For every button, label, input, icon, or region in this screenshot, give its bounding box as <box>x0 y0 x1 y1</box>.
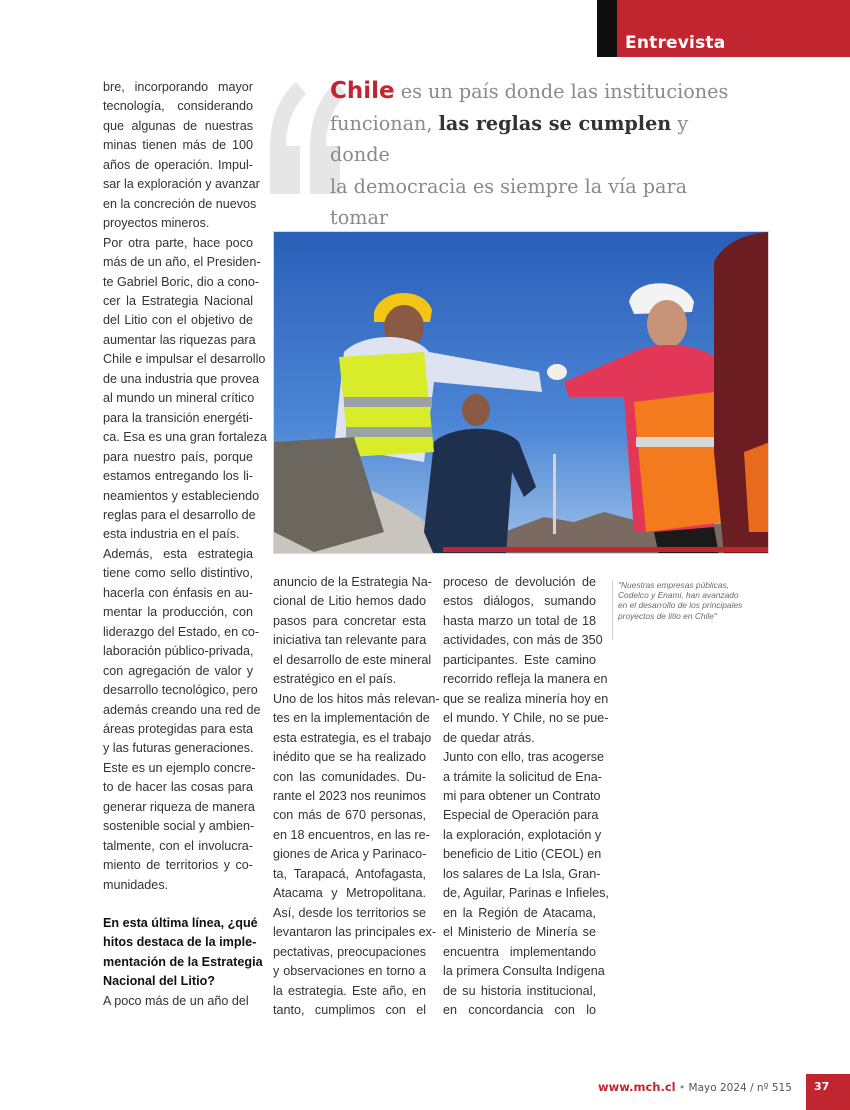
page-footer <box>598 1080 792 1094</box>
text-line: En esta última línea, ¿qué <box>103 916 258 931</box>
article-photo <box>273 231 769 554</box>
pull-quote-emphasis: las reglas se cumplen <box>438 111 672 135</box>
text-line: en concordancia con lo <box>443 1002 596 1017</box>
text-line: hasta marzo un total de 18 <box>443 613 596 628</box>
text-line: esta industria en el país. <box>103 527 240 542</box>
text-line: el desarrollo de este mineral <box>273 652 432 667</box>
text-line: para nuestro país, porque <box>103 449 253 464</box>
text-line: Nacional del Litio? <box>103 974 215 989</box>
text-line: Este es un ejemplo concre- <box>103 760 256 775</box>
text-line: anuncio de la Estrategia Na- <box>273 575 432 589</box>
text-line: ca. Esa es una gran fortaleza <box>103 430 267 445</box>
text-line: que algunas de nuestras <box>103 118 253 133</box>
paragraph-gap <box>103 895 253 914</box>
page-number: 37 <box>814 1080 830 1093</box>
text-line: tanto, cumplimos con el <box>273 1002 426 1017</box>
text-line: del Litio con el objetivo de <box>103 313 253 328</box>
text-line: pasos para concretar esta <box>273 613 426 628</box>
text-line: más de un año, el Presiden- <box>103 255 261 270</box>
issue-info: Mayo 2024 / nº 515 <box>688 1082 792 1094</box>
text-line: que se realiza minería hoy en <box>443 691 609 706</box>
text-line: reglas para el desarrollo de <box>103 507 256 522</box>
text-line: sar la exploración y avanzar <box>103 177 260 192</box>
text-line: proyectos mineros. <box>103 216 210 231</box>
text-line: neamientos y estableciendo <box>103 488 260 503</box>
section-header-tab <box>597 0 850 57</box>
text-line: proceso de devolución de <box>443 575 596 589</box>
text-line: rante el 2023 nos reunimos <box>273 788 426 803</box>
text-line: beneficio de Litio (CEOL) en <box>443 847 602 862</box>
caption-line: en el desarrollo de los principales <box>618 600 743 611</box>
article-column-3 <box>443 573 609 1020</box>
text-line: los salares de La Isla, Gran- <box>443 866 601 881</box>
column-3-body <box>443 573 609 1020</box>
text-line: levantaron las principales ex- <box>273 925 437 940</box>
pull-quote-line-3: la democracia es siempre la vía para tomar <box>330 174 688 229</box>
text-line: Por otra parte, hace poco <box>103 235 253 250</box>
page-number-box <box>806 1074 850 1110</box>
text-line: hitos destaca de la imple- <box>103 935 257 950</box>
text-line: la exploración, explotación y <box>443 827 602 842</box>
text-line: con agregación de valor y <box>103 663 253 678</box>
text-line: mentación de la Estrategia <box>103 954 263 969</box>
column-2-body <box>273 573 440 1020</box>
caption-text <box>618 580 743 621</box>
text-line: Así, desde los territorios se <box>273 905 426 920</box>
pull-quote-text: y donde <box>330 111 689 166</box>
caption-line: proyectos de litio en Chile" <box>618 610 717 621</box>
text-line: actividades, con más de 350 <box>443 633 603 648</box>
photo-accent-bar <box>443 547 768 552</box>
text-line: a trámite la solicitud de Ena- <box>443 769 602 784</box>
text-line: con más de 670 personas, <box>273 808 426 823</box>
text-line: munidades. <box>103 877 169 892</box>
text-line: de su historia institucional, <box>443 983 596 998</box>
article-column-2 <box>273 573 440 1020</box>
text-line: laboración público-privada, <box>103 644 254 659</box>
text-line: tiene como sello distintivo, <box>103 566 253 581</box>
text-line: el Ministerio de Minería se <box>443 925 596 940</box>
pull-quote-line-1 <box>330 76 730 108</box>
text-line: Junto con ello, tras acogerse <box>443 750 605 765</box>
text-line: y observaciones en torno a <box>273 964 426 979</box>
caption-line: "Nuestras empresas públicas, <box>618 580 729 590</box>
text-line: áreas protegidas para esta <box>103 721 253 736</box>
text-line: giones de Arica y Parinaco- <box>273 847 427 862</box>
text-line: en 18 encuentros, en las re- <box>273 827 430 842</box>
photo-illustration <box>274 232 769 554</box>
text-line: Especial de Operación para <box>443 808 599 823</box>
text-line: la estrategia. Este año, en <box>273 983 426 998</box>
text-line: mentar la producción, con <box>103 605 253 620</box>
photo-caption <box>612 580 743 640</box>
text-line: to de hacer las cosas para <box>103 780 253 795</box>
answer-start: A poco más de un año del <box>103 993 249 1008</box>
website-link[interactable]: www.mch.cl <box>598 1080 676 1094</box>
text-line: miento de territorios y co- <box>103 858 253 873</box>
text-line: Además, esta estrategia <box>103 546 253 561</box>
text-line: la primera Consulta Indígena <box>443 964 605 979</box>
text-line: aumentar las riquezas para <box>103 332 256 347</box>
text-line: de, Aguilar, Parinas e Infieles, <box>443 886 609 901</box>
text-line: hacerla con énfasis en au- <box>103 585 253 600</box>
pull-quote-line-2 <box>330 108 730 171</box>
header-black-strip <box>597 0 617 57</box>
text-line: en la Región de Atacama, <box>443 905 596 920</box>
text-line: y las futuras generaciones. <box>103 741 254 756</box>
caption-line: Codelco y Enami, han avanzado <box>618 590 739 601</box>
text-line: desarrollo tecnológico, pero <box>103 683 258 698</box>
text-line: esta estrategia, es el trabajo <box>273 730 432 745</box>
text-line: estamos entregando los li- <box>103 469 253 484</box>
pull-quote-text: funcionan, <box>330 111 439 135</box>
article-column-1 <box>103 78 267 1011</box>
text-line: estos diálogos, sumando <box>443 594 596 609</box>
text-line: te Gabriel Boric, dio a cono- <box>103 274 260 289</box>
text-line: cer la Estrategia Nacional <box>103 293 253 308</box>
text-line: iniciativa tan relevante para <box>273 633 427 648</box>
text-line: Uno de los hitos más relevan- <box>273 691 440 706</box>
text-line: Atacama y Metropolitana. <box>273 886 426 901</box>
pull-quote-text: es un país donde las instituciones <box>394 80 729 103</box>
text-line: recorrido refleja la manera en <box>443 672 608 687</box>
text-line: de quedar atrás. <box>443 730 535 745</box>
text-line: años de operación. Impul- <box>103 157 253 172</box>
text-line: liderazgo del Estado, en co- <box>103 624 260 639</box>
text-line: generar riqueza de manera <box>103 799 255 814</box>
text-line: sostenible social y ambien- <box>103 819 255 834</box>
pull-quote-lead: Chile <box>330 78 395 104</box>
text-line: bre, incorporando mayor <box>103 80 253 94</box>
text-line: tecnología, considerando <box>103 99 253 114</box>
text-line: tes en la implementación de <box>273 711 430 726</box>
text-line: en la concreción de nuevos <box>103 196 257 211</box>
text-line: ta, Tarapacá, Antofagasta, <box>273 866 426 881</box>
text-line: cional de Litio hemos dado <box>273 594 426 609</box>
column-1-body <box>103 78 267 895</box>
text-line: para la transición energéti- <box>103 410 253 425</box>
text-line: encuentra implementando <box>443 944 596 959</box>
text-line: minas tienen más de 100 <box>103 138 253 153</box>
text-line: de una industria que provea <box>103 371 260 386</box>
text-line: al mundo un mineral crítico <box>103 391 255 406</box>
text-line: el mundo. Y Chile, no se pue- <box>443 711 609 726</box>
interview-question <box>103 914 263 992</box>
text-line: mi para obtener un Contrato <box>443 788 601 803</box>
text-line: talmente, con el involucra- <box>103 838 253 853</box>
section-label: Entrevista <box>625 33 726 53</box>
text-line: Chile e impulsar el desarrollo <box>103 352 266 367</box>
text-line: estratégico en el país. <box>273 672 397 687</box>
text-line: con las comunidades. Du- <box>273 769 426 784</box>
footer-separator: • <box>678 1082 686 1094</box>
text-line: participantes. Este camino <box>443 652 596 667</box>
text-line: pectativas, preocupaciones <box>273 944 426 959</box>
text-line: además creando una red de <box>103 702 261 717</box>
text-line: inédito que se ha realizado <box>273 750 426 765</box>
